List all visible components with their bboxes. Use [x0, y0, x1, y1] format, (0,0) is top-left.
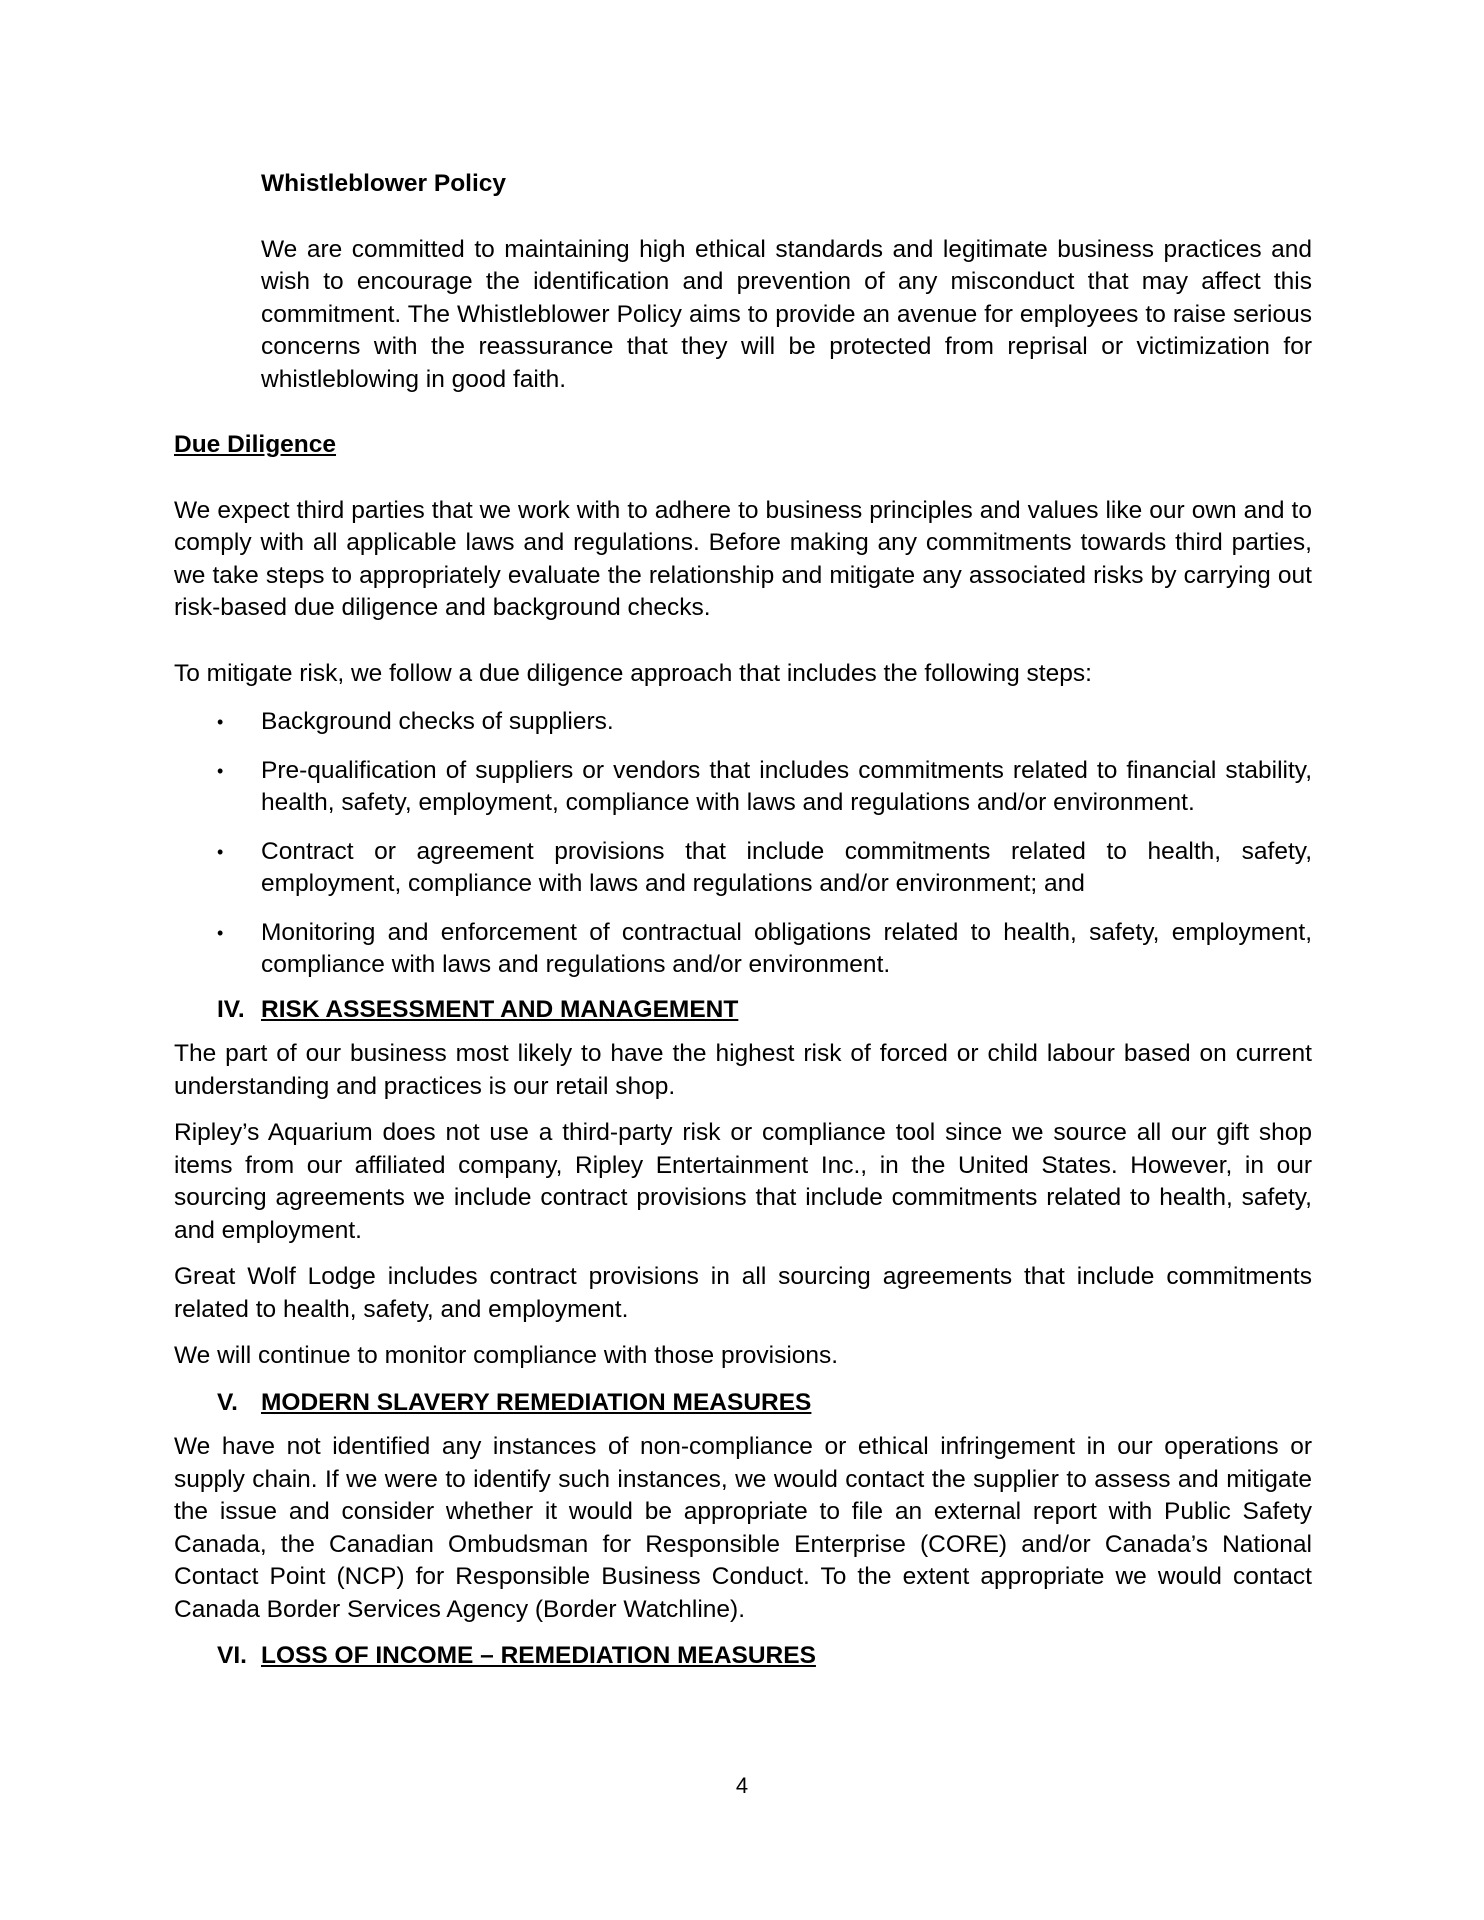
due-diligence-section [174, 429, 1312, 982]
risk-paragraph-2: Ripley’s Aquarium does not use a third-party risk or compliance tool since we source all our gift shop items from our affiliated company, Ripley Entertainment Inc., in the United States. However, in our sourcing agreements we include contract provisions that include commitments related to health, safety, and employment. [174, 1119, 1312, 1244]
section-number: V. [217, 1388, 238, 1416]
section-number: IV. [217, 995, 245, 1023]
loss-of-income-heading [174, 1640, 1312, 1673]
list-item-text: Background checks of suppliers. [261, 708, 614, 735]
list-item [174, 836, 1312, 901]
remediation-paragraph: We have not identified any instances of non-compliance or ethical infringement in our operations or supply chain. If we were to identify such instances, we would contact the supplier to assess and mitigate the issue and consider whether it would be appropriate to file an external report with Public Safety Canada, the Canadian Ombudsman for Responsible Enterprise (CORE) and/or Canada’s National Contact Point (NCP) for Responsible Business Conduct. To the extent appropriate we would contact Canada Border Services Agency (Border Watchline). [174, 1433, 1312, 1623]
list-item [174, 706, 1312, 739]
list-item [174, 755, 1312, 820]
section-title: RISK ASSESSMENT AND MANAGEMENT [261, 995, 739, 1023]
remediation-heading [174, 1387, 1312, 1420]
loss-of-income-section [174, 1640, 1312, 1673]
list-item-text: Pre-qualification of suppliers or vendors that includes commitments related to financial stability, health, safety, employment, compliance with laws and regulations and/or environment. [261, 756, 1312, 816]
document-page [174, 168, 1312, 1685]
bullet-icon: • [217, 760, 224, 781]
due-diligence-heading: Due Diligence [174, 431, 337, 458]
page-number: 4 [735, 1773, 749, 1798]
risk-paragraph-3: Great Wolf Lodge includes contract provisions in all sourcing agreements that include commitments related to health, safety, and employment. [174, 1263, 1312, 1323]
due-diligence-steps-list [174, 706, 1312, 982]
whistleblower-heading: Whistleblower Policy [261, 170, 507, 197]
remediation-section [174, 1387, 1312, 1627]
due-diligence-paragraph-1: We expect third parties that we work with to adhere to business principles and values like our own and to comply with all applicable laws and regulations. Before making any commitments towards third parties, we take steps to appropriately evaluate the relationship and mitigate any associated risks by carrying out risk-based due diligence and background checks. [174, 496, 1312, 621]
bullet-icon: • [217, 922, 224, 943]
risk-paragraph-1: The part of our business most likely to have the highest risk of forced or child labour based on current understanding and practices is our retail shop. [174, 1040, 1312, 1100]
bullet-icon: • [217, 841, 224, 862]
section-title: MODERN SLAVERY REMEDIATION MEASURES [261, 1388, 812, 1416]
list-item-text: Contract or agreement provisions that include commitments related to health, safety, employment, compliance with laws and regulations and/or environment; and [261, 837, 1312, 897]
bullet-icon: • [217, 712, 224, 732]
list-item [174, 917, 1312, 982]
list-item-text: Monitoring and enforcement of contractual obligations related to health, safety, employment, compliance with laws and regulations and/or environment. [261, 918, 1312, 978]
risk-assessment-heading [174, 994, 1312, 1027]
risk-paragraph-4: We will continue to monitor compliance with those provisions. [174, 1342, 839, 1369]
section-title: LOSS OF INCOME – REMEDIATION MEASURES [261, 1642, 816, 1669]
section-number: VI. [217, 1642, 247, 1669]
whistleblower-section [261, 168, 1312, 396]
due-diligence-paragraph-2: To mitigate risk, we follow a due diligence approach that includes the following steps: [174, 659, 1092, 687]
whistleblower-body: We are committed to maintaining high ethical standards and legitimate business practices and wish to encourage the identification and prevention of any misconduct that may affect this commitment. The Whistleblower Policy aims to provide an avenue for employees to raise serious concerns with the reassurance that they will be protected from reprisal or victimization for whistleblowing in good faith. [261, 235, 1312, 393]
risk-assessment-section [174, 994, 1312, 1373]
